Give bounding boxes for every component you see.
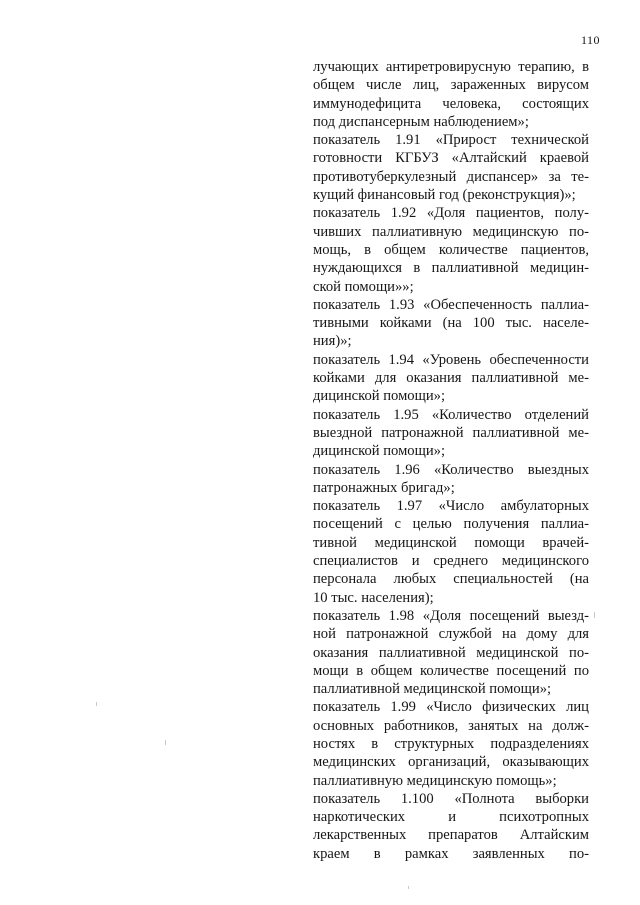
page-number: 110: [581, 33, 601, 47]
text-line: наркотических и психотропных: [313, 809, 589, 826]
text-line: лучающих антиретровирусную терапию, в: [313, 59, 589, 75]
text-line: тивной медицинской помощи врачей-: [313, 534, 589, 551]
text-line: ния)»;: [313, 333, 352, 350]
text-line: специалистов и среднего медицинского: [313, 553, 589, 570]
document-body: [313, 58, 589, 863]
text-line: иммунодефицита человека, состоящих: [313, 95, 589, 112]
text-line: посещений с целью получения паллиа-: [313, 516, 589, 533]
scan-artifact: [165, 740, 166, 745]
text-line: паллиативную медицинскую помощь»;: [313, 772, 557, 789]
text-line: показатель 1.97 «Число амбулаторных: [313, 498, 589, 515]
text-line: показатель 1.99 «Число физических лиц: [313, 699, 589, 716]
text-line: основных работников, занятых на долж-: [313, 717, 589, 734]
text-line: краем в рамках заявленных по-: [313, 845, 589, 862]
text-line: персонала любых специальностей (на: [313, 571, 589, 588]
text-line: показатель 1.91 «Прирост технической: [313, 132, 589, 149]
text-line: кущий финансовый год (реконструкция)»;: [313, 187, 576, 204]
text-line: показатель 1.95 «Количество отделений: [313, 406, 589, 423]
scan-artifact: [594, 612, 595, 618]
text-line: показатель 1.98 «Доля посещений выезд-: [313, 607, 589, 624]
text-line: медицинских организаций, оказывающих: [313, 754, 589, 771]
text-line: мощи в общем количестве посещений по: [313, 662, 589, 679]
text-line: ной патронажной службой на дому для: [313, 626, 589, 643]
text-line: показатель 1.94 «Уровень обеспеченности: [313, 351, 589, 368]
text-line: патронажных бригад»;: [313, 479, 455, 496]
text-line: выездной патронажной паллиативной ме-: [313, 424, 589, 441]
scan-artifact: [96, 702, 97, 706]
text-line: дицинской помощи»;: [313, 388, 446, 405]
text-line: койками для оказания паллиативной ме-: [313, 370, 589, 387]
text-line: показатель 1.93 «Обеспеченность паллиа-: [313, 296, 589, 313]
text-line: показатель 1.96 «Количество выездных: [313, 461, 589, 478]
text-line: паллиативной медицинской помощи»;: [313, 681, 552, 698]
text-line: показатель 1.92 «Доля пациентов, полу-: [313, 205, 589, 222]
text-line: дицинской помощи»;: [313, 443, 446, 460]
text-line: мощь, в общем количестве пациентов,: [313, 241, 589, 258]
text-line: показатель 1.100 «Полнота выборки: [313, 790, 589, 807]
text-line: лекарственных препаратов Алтайским: [313, 827, 589, 844]
text-line: тивными койками (на 100 тыс. населе-: [313, 315, 589, 332]
text-line: оказания паллиативной медицинской по-: [313, 644, 589, 661]
text-line: готовности КГБУЗ «Алтайский краевой: [313, 150, 589, 167]
text-line: 10 тыс. населения);: [313, 589, 434, 606]
text-line: ской помощи»»;: [313, 278, 414, 295]
text-line: противотуберкулезный диспансер» за те-: [313, 168, 589, 185]
scan-artifact: [408, 886, 409, 889]
text-line: под диспансерным наблюдением»;: [313, 113, 529, 130]
text-line: нуждающихся в паллиативной медицин-: [313, 260, 589, 277]
text-line: чивших паллиативную медицинскую по-: [313, 223, 589, 240]
text-line: ностях в структурных подразделениях: [313, 735, 589, 752]
text-line: общем числе лиц, зараженных вирусом: [313, 77, 589, 94]
